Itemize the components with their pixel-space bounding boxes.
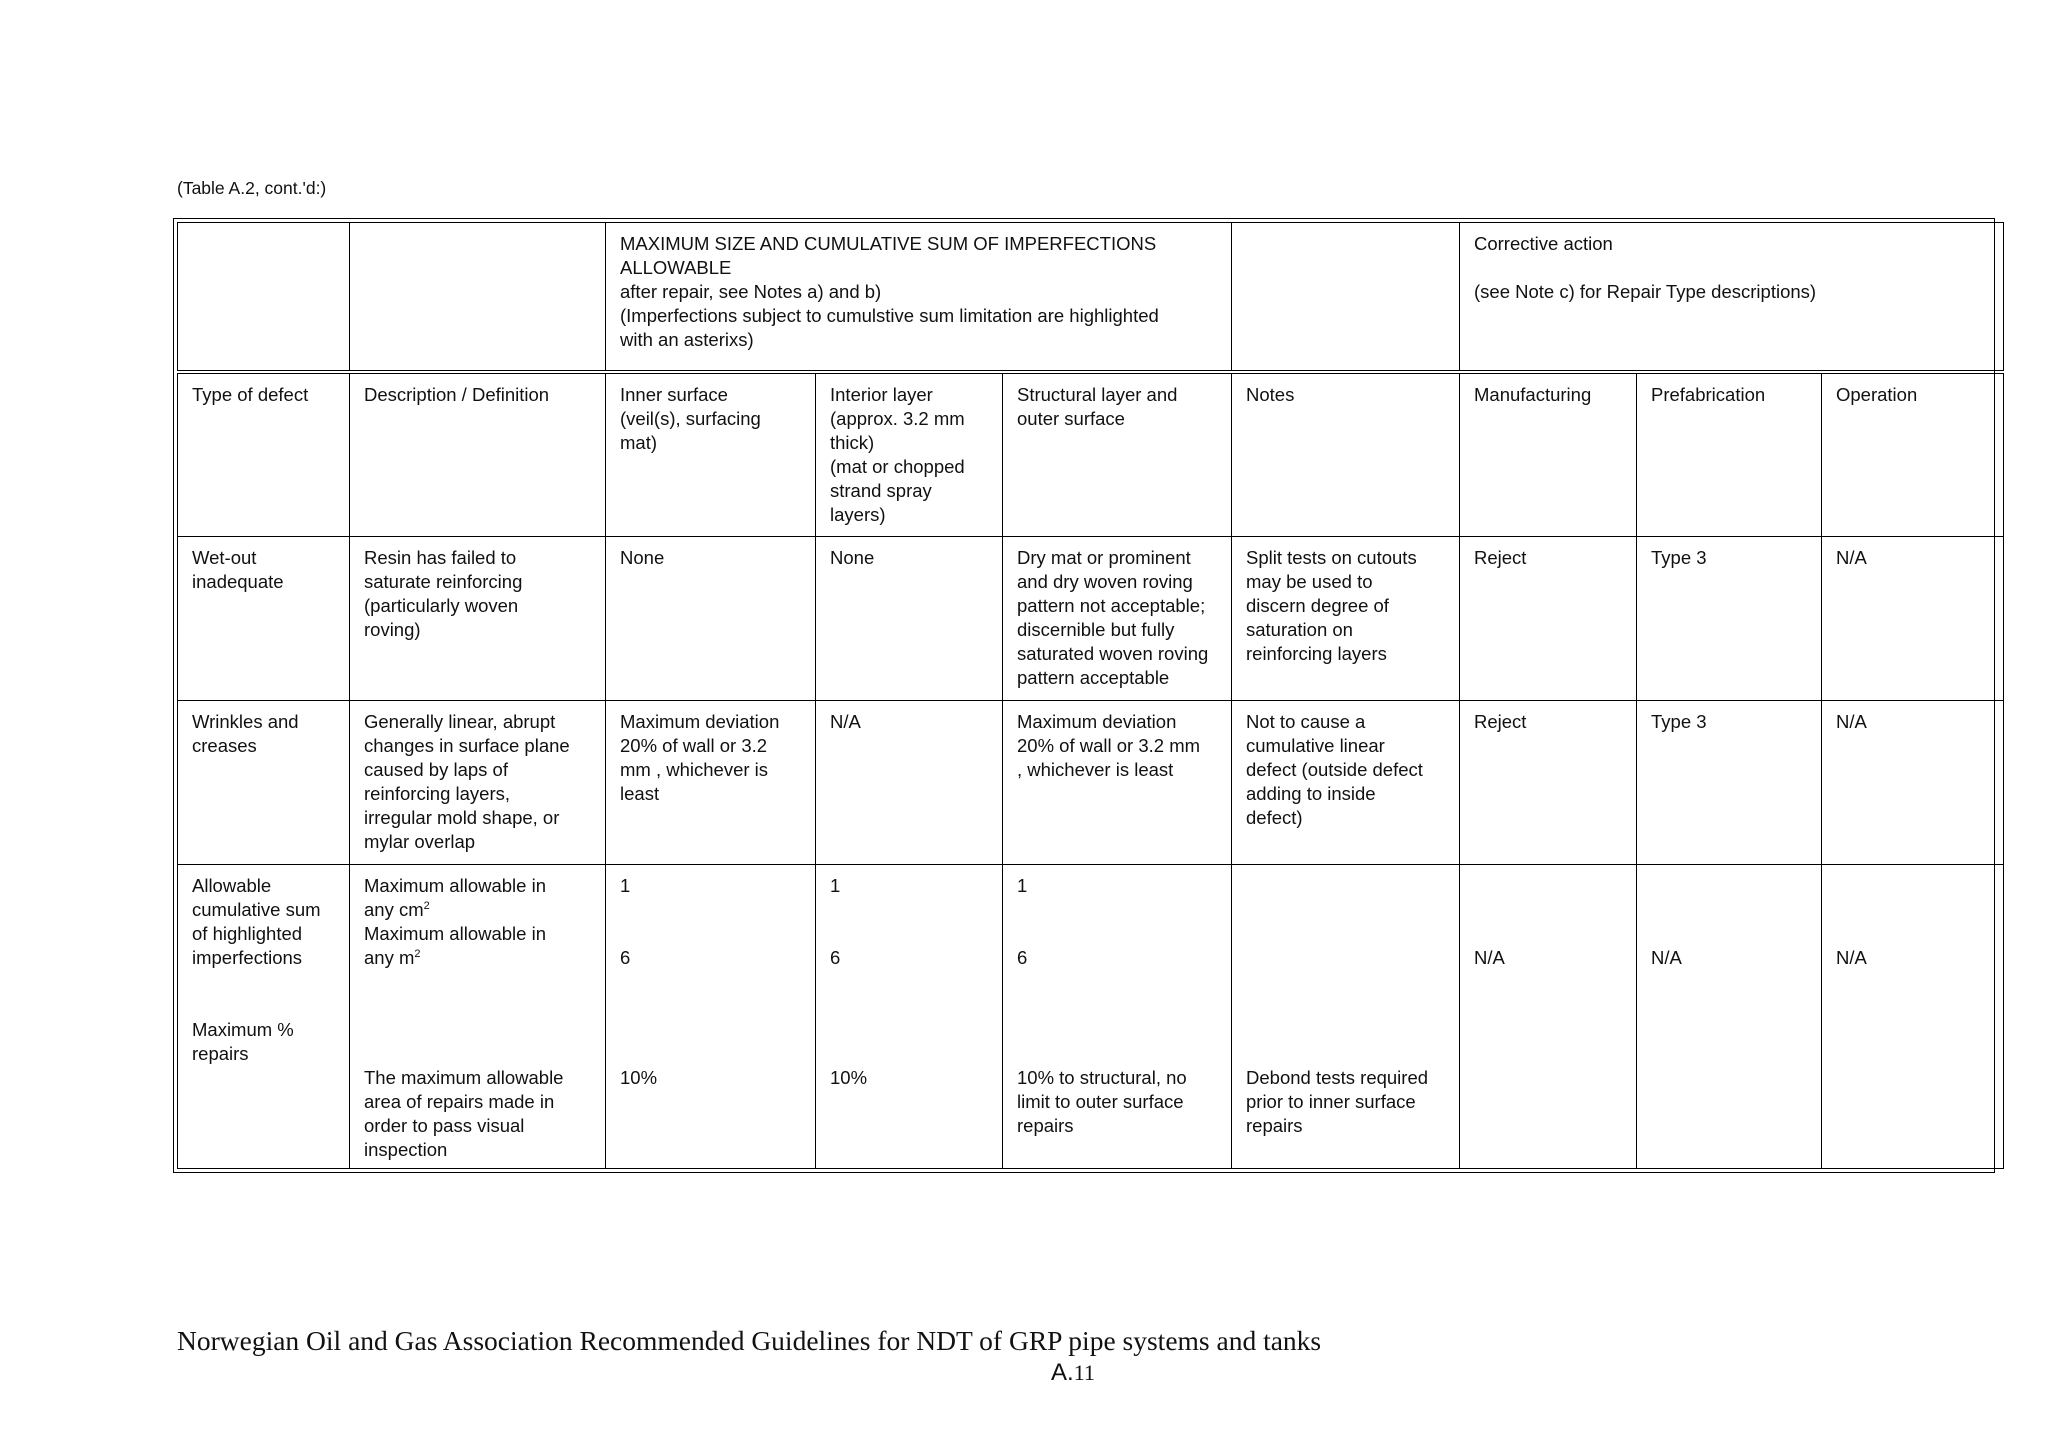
max-size-header	[606, 223, 1232, 373]
cell-line: discern degree of	[1246, 594, 1389, 616]
cell-line: Resin has failed to	[364, 546, 517, 568]
cell-line: inadequate	[192, 570, 284, 592]
cell-operation: N/A	[1822, 700, 2004, 864]
header-empty-cell	[178, 223, 350, 373]
cell-line: Wrinkles and	[192, 710, 299, 732]
cell-line: Wet-out	[192, 546, 257, 568]
table-caption: (Table A.2, cont.'d:)	[177, 178, 327, 198]
cell-line: imperfections	[192, 946, 303, 968]
cell-line: 10%	[830, 1066, 868, 1088]
cell-line: saturation on	[1246, 618, 1353, 640]
cell-type	[178, 700, 350, 864]
col-type-of-defect: Type of defect	[178, 372, 350, 536]
cell-line: Allowable	[192, 874, 272, 896]
cell-inner	[606, 864, 816, 1169]
unit-text: any cm	[364, 898, 424, 920]
page-footer: Norwegian Oil and Gas Association Recommended Guidelines for NDT of GRP pipe systems and tanks	[177, 1325, 1322, 1356]
cell-line: adding to inside	[1246, 782, 1376, 804]
col-line: mat)	[620, 432, 657, 453]
col-line: Inner surface	[620, 384, 728, 405]
cell-line: mm , whichever is	[620, 758, 769, 780]
defect-table	[173, 218, 1995, 1173]
cell-line: prior to inner surface	[1246, 1090, 1416, 1112]
cell-line: may be used to	[1246, 570, 1373, 592]
col-line: (veil(s), surfacing	[620, 408, 761, 429]
cell-line: reinforcing layers,	[364, 782, 511, 804]
col-interior-layer	[816, 372, 1003, 536]
cell-structural	[1003, 864, 1232, 1169]
cell-line: (particularly woven	[364, 594, 519, 616]
cell-description	[350, 536, 606, 700]
cell-prefabrication: Type 3	[1637, 536, 1822, 700]
cell-type	[178, 864, 350, 1169]
col-line: outer surface	[1017, 408, 1125, 429]
cell-line: least	[620, 782, 660, 804]
cell-line: reinforcing layers	[1246, 642, 1387, 664]
cell-line: cumulative linear	[1246, 734, 1385, 756]
col-notes: Notes	[1232, 372, 1460, 536]
cell-line: inspection	[364, 1138, 448, 1160]
table-row-cumulative	[178, 864, 2004, 1169]
cell-structural	[1003, 536, 1232, 700]
cell-line: defect (outside defect	[1246, 758, 1423, 780]
cell-line: N/A	[1836, 946, 1867, 968]
cell-line: discernible but fully	[1017, 618, 1175, 640]
unit-text: any m	[364, 946, 415, 968]
cell-line: Generally linear, abrupt	[364, 710, 556, 732]
cell-line: Not to cause a	[1246, 710, 1366, 732]
header-top-row	[178, 223, 2004, 373]
cell-line: changes in surface plane	[364, 734, 570, 756]
cell-line: 20% of wall or 3.2 mm	[1017, 734, 1201, 756]
cell-line: saturate reinforcing	[364, 570, 523, 592]
cell-line: N/A	[1651, 946, 1682, 968]
col-inner-surface	[606, 372, 816, 536]
cell-line: 6	[830, 946, 841, 968]
header-line: ALLOWABLE	[620, 257, 732, 278]
col-line: layers)	[830, 504, 886, 525]
cell-manufacturing: Reject	[1460, 536, 1637, 700]
cell-type	[178, 536, 350, 700]
col-line: (approx. 3.2 mm	[830, 408, 965, 429]
cell-interior	[816, 536, 1003, 700]
cell-notes	[1232, 864, 1460, 1169]
cell-line: repairs	[1017, 1114, 1074, 1136]
cell-structural	[1003, 700, 1232, 864]
cell-description	[350, 864, 606, 1169]
cell-line: Maximum %	[192, 1018, 294, 1040]
col-line: strand spray	[830, 480, 932, 501]
cell-interior	[816, 864, 1003, 1169]
cell-notes	[1232, 536, 1460, 700]
cell-inner	[606, 700, 816, 864]
superscript: 2	[414, 947, 421, 960]
cell-line: 20% of wall or 3.2	[620, 734, 768, 756]
cell-line: Maximum allowable in	[364, 922, 546, 944]
cell-line: 1	[620, 874, 631, 896]
col-line: Interior layer	[830, 384, 933, 405]
cell-line: defect)	[1246, 806, 1303, 828]
cell-line: Maximum deviation	[1017, 710, 1177, 732]
cell-line: Maximum deviation	[620, 710, 780, 732]
col-description: Description / Definition	[350, 372, 606, 536]
col-line: thick)	[830, 432, 875, 453]
cell-line: pattern not acceptable;	[1017, 594, 1206, 616]
header-line: with an asterixs)	[620, 329, 754, 350]
cell-line: 1	[1017, 874, 1028, 896]
cell-line: None	[830, 546, 875, 568]
cell-prefabrication: Type 3	[1637, 700, 1822, 864]
cell-operation	[1822, 864, 2004, 1169]
cell-line: area of repairs made in	[364, 1090, 555, 1112]
corrective-action-title: Corrective action	[1474, 233, 1613, 254]
cell-line: Dry mat or prominent	[1017, 546, 1191, 568]
cell-line: 6	[620, 946, 631, 968]
cell-line: of highlighted	[192, 922, 303, 944]
superscript: 2	[423, 899, 430, 912]
col-manufacturing: Manufacturing	[1460, 372, 1637, 536]
page-prefix: A.	[1051, 1359, 1074, 1386]
cell-line: Maximum allowable in	[364, 874, 546, 896]
cell-line: Split tests on cutouts	[1246, 546, 1417, 568]
cell-line: caused by laps of	[364, 758, 508, 780]
cell-interior	[816, 700, 1003, 864]
col-line: Structural layer and	[1017, 384, 1178, 405]
cell-line: roving)	[364, 618, 421, 640]
cell-line: 10%	[620, 1066, 658, 1088]
col-operation: Operation	[1822, 372, 2004, 536]
cell-line: 1	[830, 874, 841, 896]
page-number	[1051, 1356, 1095, 1387]
cell-line: 10% to structural, no	[1017, 1066, 1187, 1088]
cell-line	[364, 946, 591, 970]
header-line: after repair, see Notes a) and b)	[620, 281, 882, 302]
header-line: MAXIMUM SIZE AND CUMULATIVE SUM OF IMPERFECTIONS	[620, 233, 1157, 254]
cell-line: and dry woven roving	[1017, 570, 1193, 592]
cell-line: pattern acceptable	[1017, 666, 1170, 688]
header-empty-cell	[350, 223, 606, 373]
cell-line: limit to outer surface	[1017, 1090, 1184, 1112]
col-prefabrication: Prefabrication	[1637, 372, 1822, 536]
cell-line: saturated woven roving	[1017, 642, 1209, 664]
cell-line: repairs	[192, 1042, 249, 1064]
corrective-action-header	[1460, 223, 2004, 373]
table-row	[178, 536, 2004, 700]
col-line: (mat or chopped	[830, 456, 965, 477]
cell-description	[350, 700, 606, 864]
cell-line: , whichever is least	[1017, 758, 1174, 780]
cell-manufacturing	[1460, 864, 1637, 1169]
cell-line: irregular mold shape, or	[364, 806, 560, 828]
cell-manufacturing: Reject	[1460, 700, 1637, 864]
cell-line: mylar overlap	[364, 830, 476, 852]
cell-line: order to pass visual	[364, 1114, 525, 1136]
cell-line: Debond tests required	[1246, 1066, 1429, 1088]
page-number-value: 11	[1073, 1360, 1095, 1385]
header-empty-cell	[1232, 223, 1460, 373]
cell-line: creases	[192, 734, 257, 756]
cell-notes	[1232, 700, 1460, 864]
corrective-action-note: (see Note c) for Repair Type descriptions)	[1474, 281, 1817, 302]
table-row	[178, 700, 2004, 864]
cell-line: 6	[1017, 946, 1028, 968]
cell-line: cumulative sum	[192, 898, 321, 920]
header-line: (Imperfections subject to cumulstive sum limitation are highlighted	[620, 305, 1159, 326]
cell-line: N/A	[830, 710, 861, 732]
cell-operation: N/A	[1822, 536, 2004, 700]
cell-line: None	[620, 546, 665, 568]
cell-inner	[606, 536, 816, 700]
cell-line	[364, 898, 591, 922]
cell-prefabrication	[1637, 864, 1822, 1169]
cell-line: repairs	[1246, 1114, 1303, 1136]
column-header-row	[178, 372, 2004, 536]
cell-line: The maximum allowable	[364, 1066, 564, 1088]
col-structural-layer	[1003, 372, 1232, 536]
cell-line: N/A	[1474, 946, 1505, 968]
